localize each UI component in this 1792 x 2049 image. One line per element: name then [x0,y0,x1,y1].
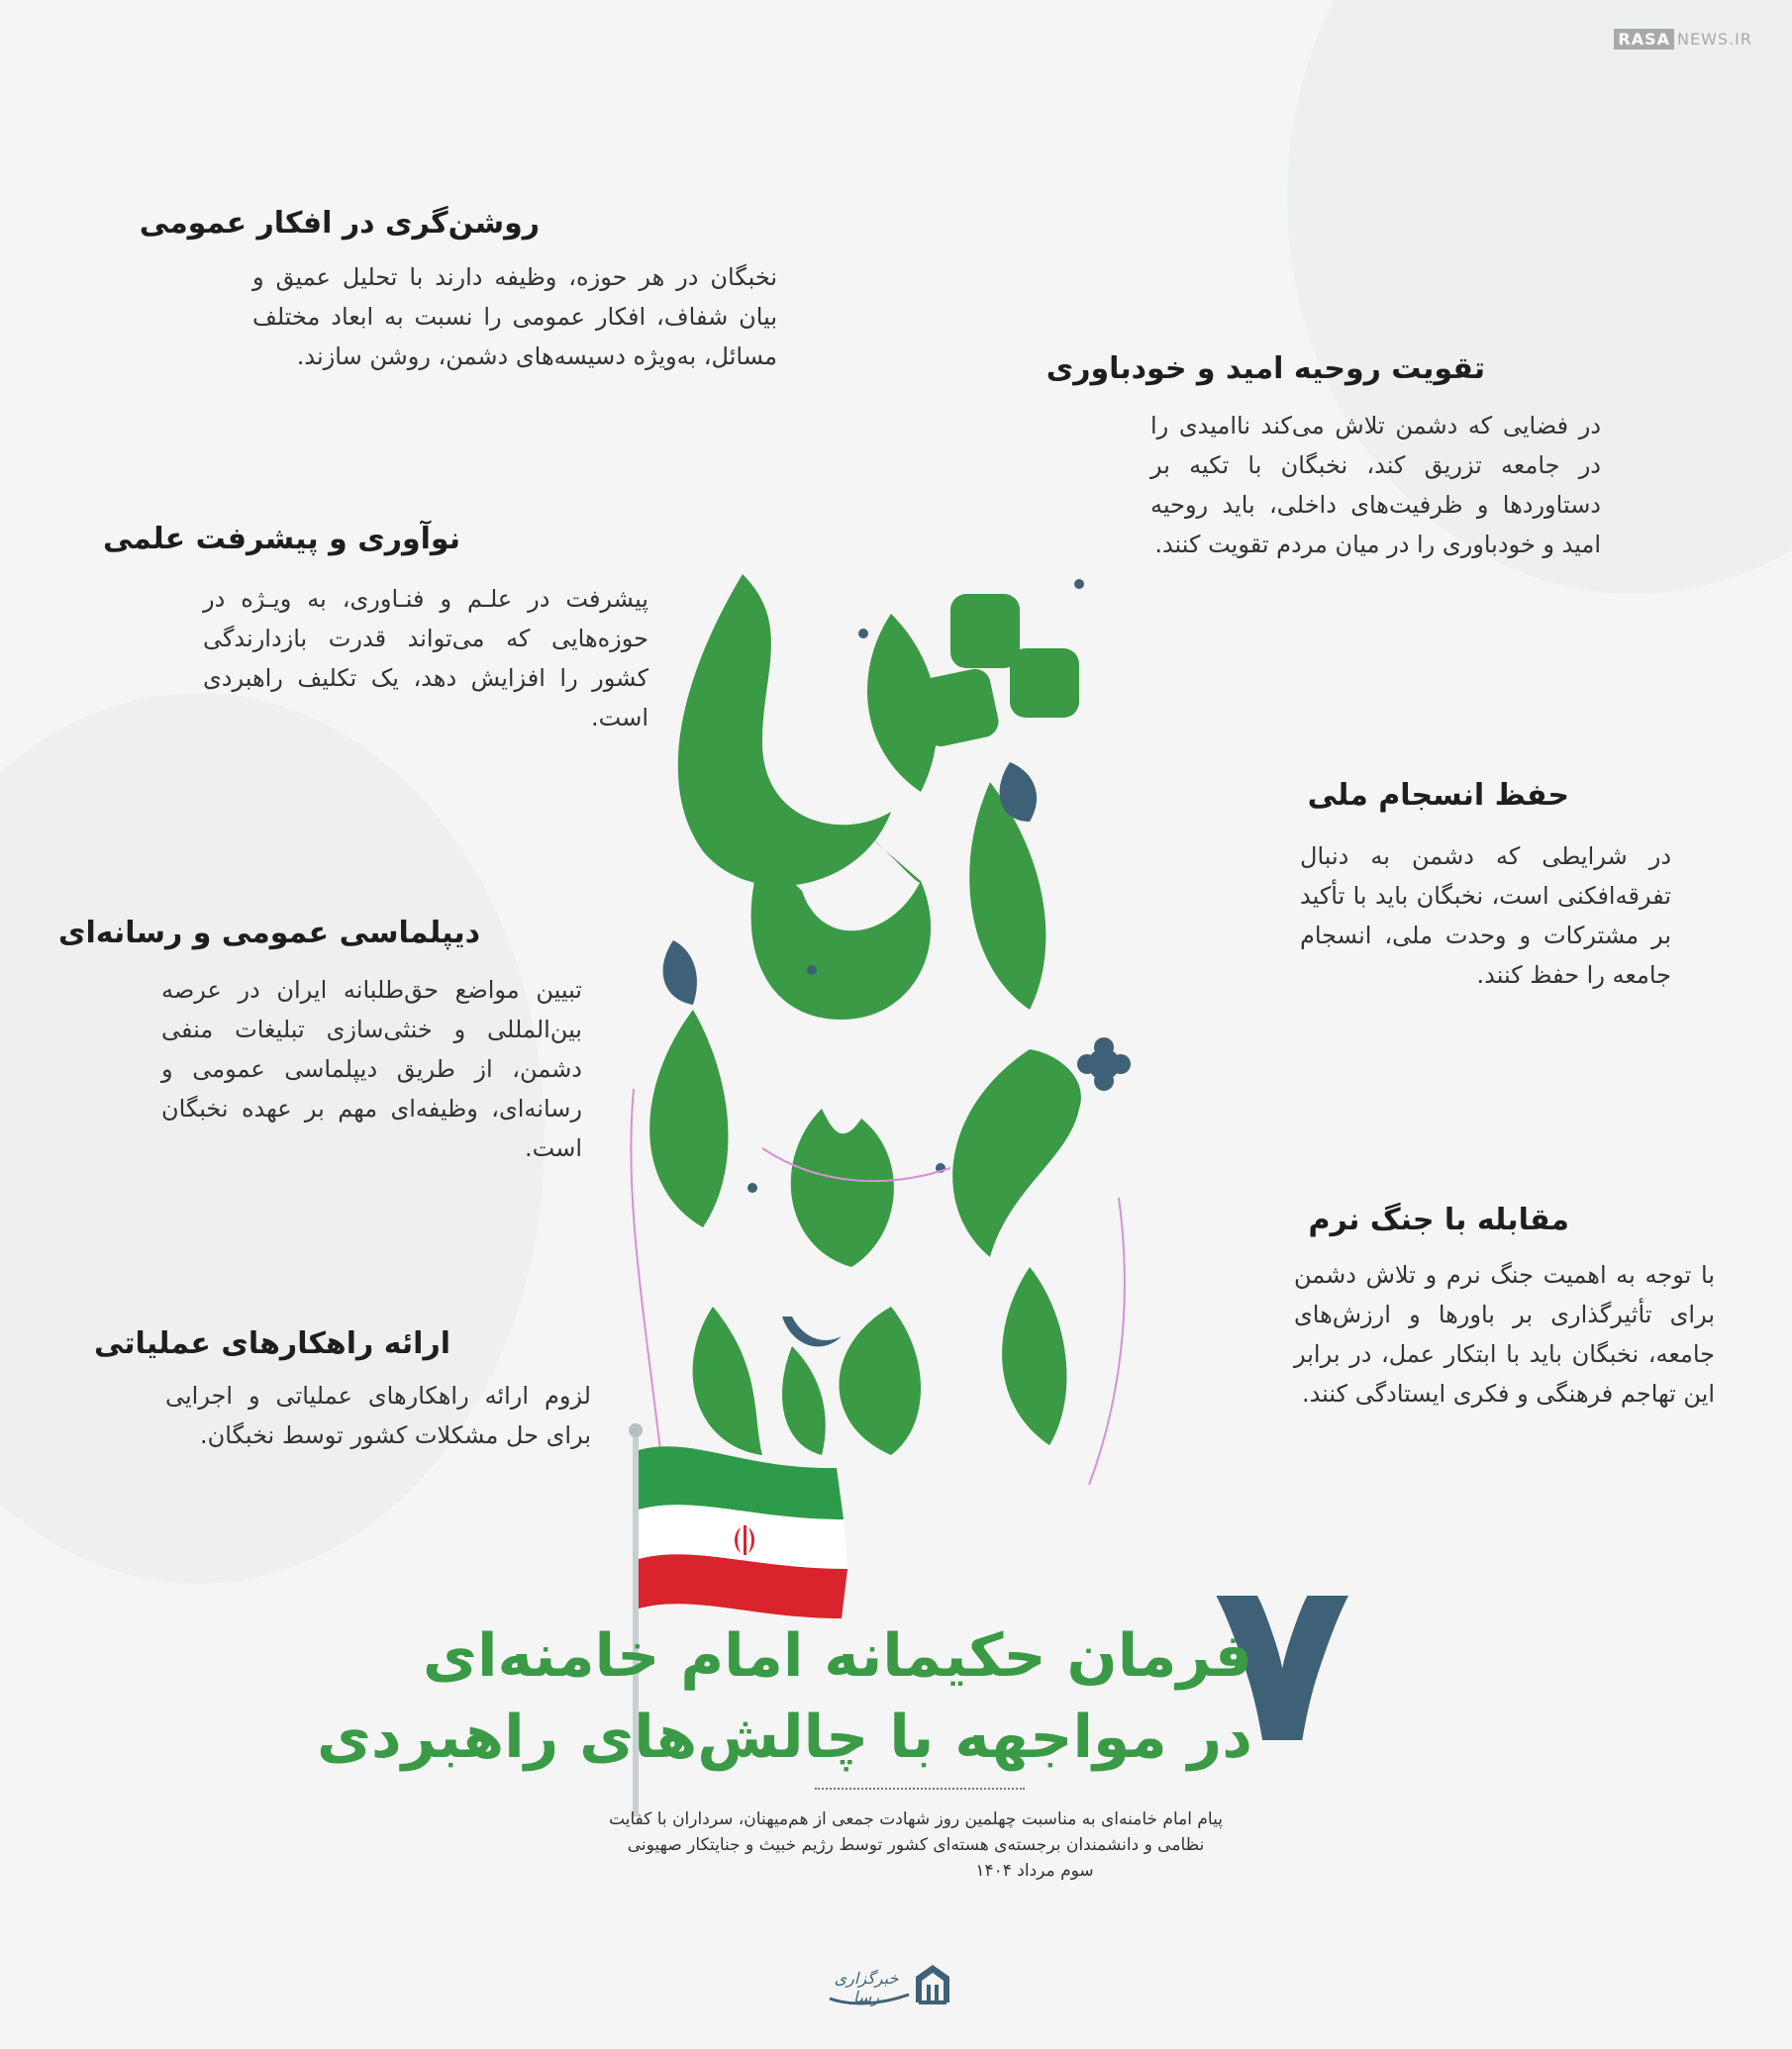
watermark-brand: RASA [1614,29,1674,49]
leaf-shape [751,851,931,1020]
caption [554,1806,1277,1884]
leaf-shape [952,1049,1081,1257]
section-title: تقویت روحیه امید و خودباوری [1045,351,1485,386]
accent-shape [782,1317,842,1346]
block-shape [1010,648,1079,718]
headline-line-1: فرمان حکیمانه امام خامنه‌ای [422,1621,1252,1691]
accent-dot [858,629,868,638]
flower-dot [1094,1071,1114,1091]
flower-dot [1077,1054,1097,1074]
headline-number: ۷ [1213,1530,1352,1795]
section-title: ارائه راهکارهای عملیاتی [93,1326,450,1361]
flower-dot [1111,1054,1131,1074]
watermark [1614,30,1752,49]
section-body: در فضایی که دشمن تلاش می‌کند ناامیدی را در جامعه تزریق کند، نخبگان با تکیه بر دستاوردها و ظرفیت‌های داخلی، باید روحیه امید و خودباوری را در میان مردم تقویت کنند. [1150,412,1601,558]
section-title: دیپلماسی عمومی و رسانه‌ای [58,916,480,950]
section-body: تبیین مواضع حق‌طلبانه ایران در عرصه بین‌المللی و خنثی‌سازی تبلیغات منفی دشمن، از طریق دیپلماسی عمومی و رسانه‌ای، وظیفه‌ای مهم بر عهده نخبگان است. [161,976,582,1162]
headline-line-2: در مواجهه با چالش‌های راهبردی [316,1703,1252,1772]
section-body: نخبگان در هر حوزه، وظیفه دارند با تحلیل عمیق و بیان شفاف، افکار عمومی را نسبت به ابعاد مختلف مسائل، به‌ویژه دسیسه‌های دشمن، روشن سازند. [252,263,777,370]
separator [815,1788,1025,1790]
section-body: در شرایطی که دشمن به دنبال تفرقه‌افکنی است، نخبگان باید با تأکید بر مشترکات و وحدت ملی، انسجام جامعه را حفظ کنند. [1300,842,1671,989]
block-shape [950,594,1020,668]
accent-shape [663,940,697,1005]
section-body: پیشرفت در علـم و فنـاوری، به ویـژه در حوزه‌هایی که می‌تواند قدرت بازدارندگی کشور را افزایش دهد، یک تکلیف راهبردی است. [203,585,648,732]
flag-pole-top [629,1423,643,1437]
accent-dot [1074,579,1084,589]
section-title: نوآوری و پیشرفت علمی [102,522,460,556]
leaf-shape [791,1109,894,1267]
leaf-shape [678,574,891,886]
pink-stroke [1089,1198,1125,1485]
section-title: حفظ انسجام ملی [1307,778,1569,813]
watermark-domain: NEWS.IR [1677,30,1752,49]
section-body: لزوم ارائه راهکارهای عملیاتی و اجرایی برای حل مشکلات کشور توسط نخبگان. [165,1382,591,1449]
caption-date: سوم مرداد ۱۴۰۴ [975,1861,1094,1881]
leaf-shape [649,1010,728,1227]
accent-dot [807,965,817,975]
news-agency-logo [822,1955,965,2018]
accent-dot [747,1183,757,1193]
section-title: روشن‌گری در افکار عمومی [139,206,540,241]
section-title: مقابله با جنگ نرم [1308,1203,1569,1237]
section-body: با توجه به اهمیت جنگ نرم و تلاش دشمن برای تأثیرگذاری بر باورها و ارزش‌های جامعه، نخبگان باید با ابتکار عمل، در برابر این تهاجم فرهنگی و فکری ایستادگی کنند. [1294,1261,1715,1408]
caption-line-1: پیام امام خامنه‌ای به مناسبت چهلمین روز شهادت جمعی از هم‌میهنان، سرداران با کفایت [609,1809,1223,1829]
leaf-shape [969,782,1045,1010]
logo-text: خبرگزاری رسا [834,1969,899,2006]
caption-line-2: نظامی و دانشمندان برجسته‌ی هسته‌ای کشور توسط رژیم خبیث و جنایتکار صهیونی [627,1835,1205,1855]
calligraphy-artwork [594,554,1148,1495]
flower-dot [1094,1037,1114,1057]
leaf-shape [1002,1267,1066,1445]
